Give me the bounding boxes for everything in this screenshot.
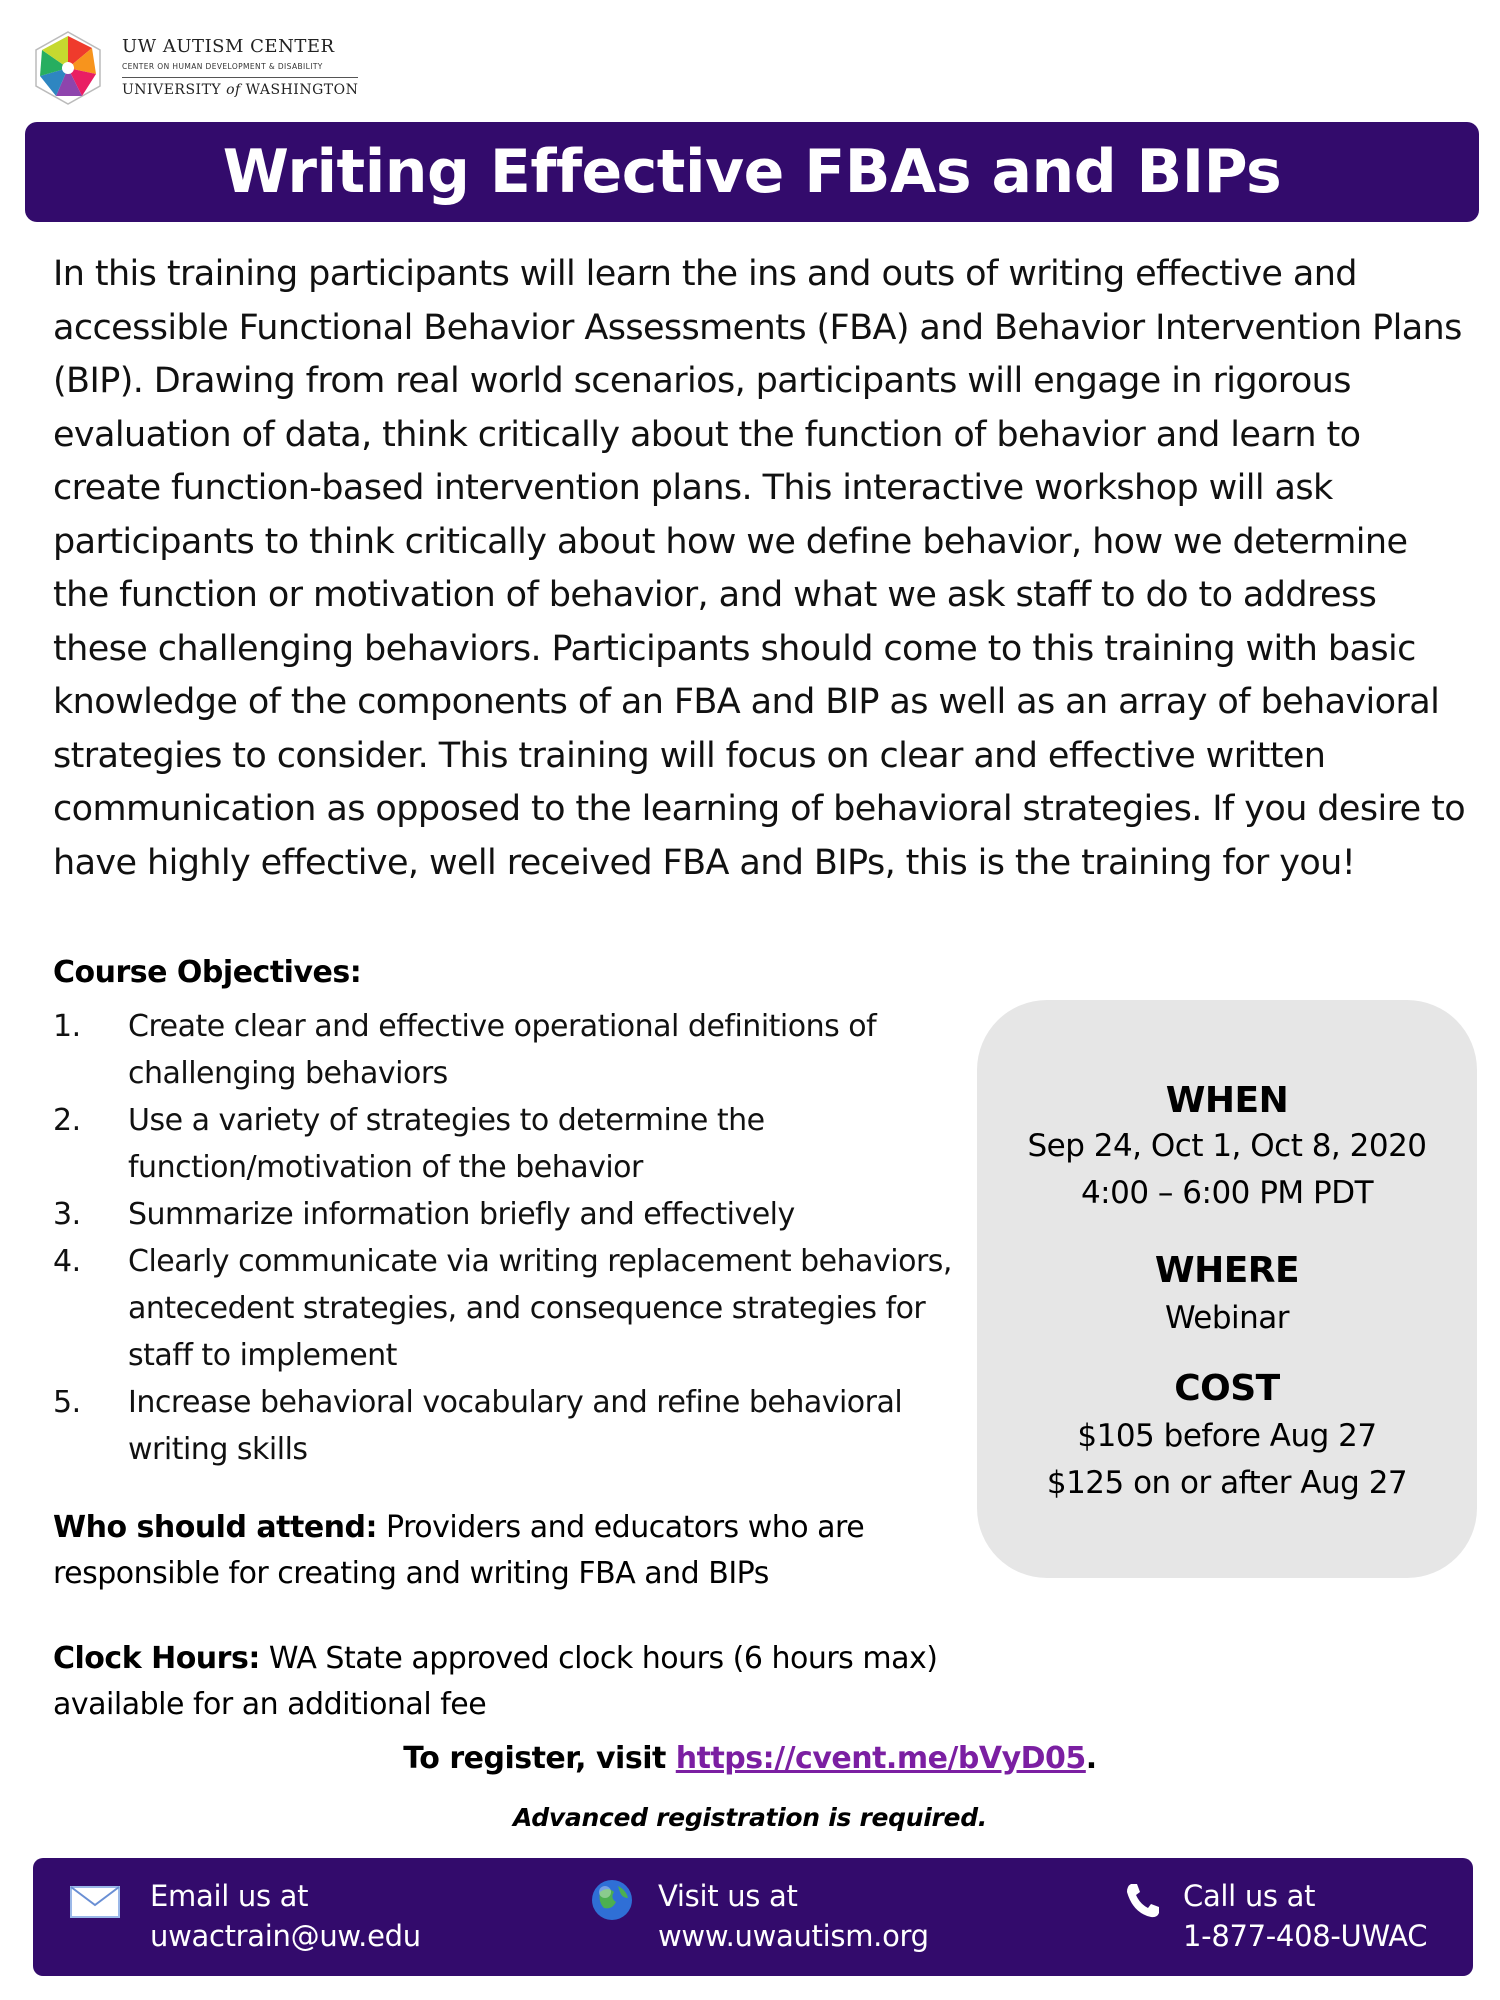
website-link[interactable]: www.uwautism.org: [658, 1919, 929, 1953]
objective-item: 5. Increase behavioral vocabulary and refine behavioral writing skills: [53, 1385, 903, 1467]
phone-icon: [1123, 1880, 1163, 1920]
clock-hours: Clock Hours: WA State approved clock hours (6 hours max) available for an additional fee: [53, 1641, 938, 1722]
register-line: To register, visit https://cvent.me/bVyD05.: [403, 1741, 1097, 1776]
cost-heading: COST: [1174, 1368, 1280, 1409]
objective-item: 4. Clearly communicate via writing replacement behaviors, antecedent strategies, and consequence strategies for staff to implement: [53, 1244, 952, 1373]
objectives-heading: Course Objectives:: [53, 955, 362, 990]
objective-item: 3. Summarize information briefly and effectively: [53, 1197, 795, 1232]
title-banner: [25, 122, 1479, 222]
intro-paragraph: In this training participants will learn the ins and outs of writing effective and accessible Functional Behavior Assessments (FBA) and Behavior Intervention Plans (BIP). Drawing from real world scenarios, participants will engage in rigorous evaluation of data, think critically about the function of behavior and learn to create function-based intervention plans. This interactive workshop will ask participants to think critically about how we define behavior, how we determine the function or motivation of behavior, and what we ask staff to do to address these challenging behaviors. Participants should come to this training with basic knowledge of the components of an FBA and BIP as well as an array of behavioral strategies to consider. This training will focus on clear and effective written communication as opposed to the learning of behavioral strategies. If you desire to have highly effective, well received FBA and BIPs, this is the training for you!: [53, 254, 1466, 883]
cost-early: $105 before Aug 27: [1077, 1418, 1377, 1454]
logo-mark-icon: [30, 30, 106, 106]
when-time: 4:00 – 6:00 PM PDT: [1080, 1175, 1374, 1211]
who-should-attend: Who should attend: Providers and educators who are responsible for creating and writing FBA and BIPs: [53, 1510, 865, 1591]
logo-divider: [122, 77, 358, 78]
objective-item: 2. Use a variety of strategies to determine the function/motivation of the behavior: [53, 1103, 765, 1185]
website-contact: Visit us at www.uwautism.org: [658, 1876, 929, 1956]
objective-item: 1. Create clear and effective operational definitions of challenging behaviors: [53, 1009, 877, 1091]
where-heading: WHERE: [1154, 1250, 1300, 1291]
logo-title: UW AUTISM CENTER: [122, 36, 335, 57]
cost-late: $125 on or after Aug 27: [1046, 1465, 1408, 1501]
logo-university: UNIVERSITY of WASHINGTON: [122, 82, 359, 98]
register-link[interactable]: https://cvent.me/bVyD05: [675, 1741, 1086, 1776]
phone-link[interactable]: 1-877-408-UWAC: [1183, 1919, 1428, 1953]
logo-subtitle: CENTER ON HUMAN DEVELOPMENT & DISABILITY: [122, 62, 323, 71]
event-info-box: [977, 1000, 1477, 1578]
when-dates: Sep 24, Oct 1, Oct 8, 2020: [1027, 1128, 1427, 1164]
email-contact: Email us at uwactrain@uw.edu: [150, 1876, 421, 1956]
email-link[interactable]: uwactrain@uw.edu: [150, 1919, 421, 1953]
page-title: Writing Effective FBAs and BIPs: [222, 137, 1282, 207]
where-value: Webinar: [1164, 1300, 1290, 1336]
globe-icon: [590, 1878, 634, 1922]
advanced-registration-note: Advanced registration is required.: [513, 1803, 987, 1832]
contact-footer: [33, 1858, 1473, 1976]
envelope-icon: [70, 1886, 120, 1918]
objectives-list: [53, 1003, 983, 1473]
phone-contact: Call us at 1-877-408-UWAC: [1183, 1876, 1427, 1956]
when-heading: WHEN: [1165, 1080, 1289, 1121]
uw-autism-center-logo: [30, 30, 360, 106]
